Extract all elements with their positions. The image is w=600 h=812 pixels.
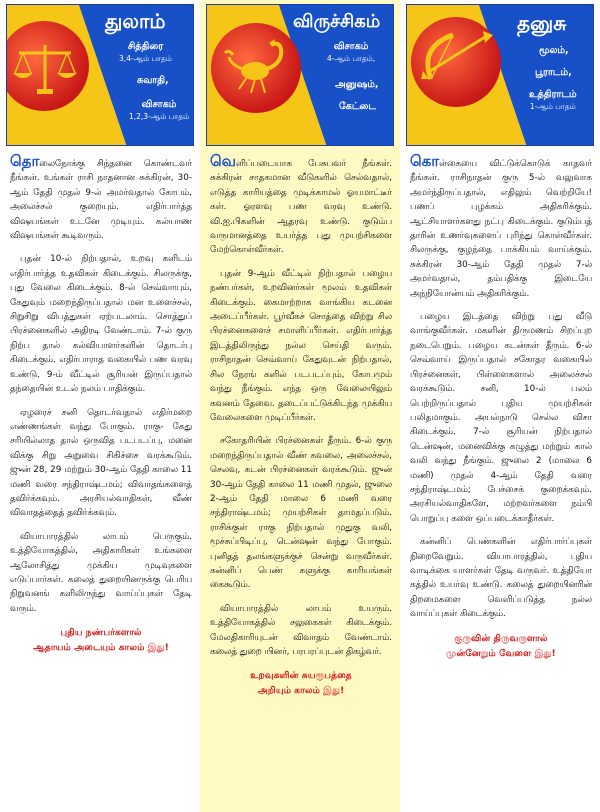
- sign-header: [406, 4, 594, 146]
- paragraph: வியாபாரத்தில் லாபம் பெருகும். உத்தியோகத்தில், அதிகாரிகள் உங்களை ஆலோசித்து முக்கிய முடிவுகளை எடுப்பார்கள். கலைத் துறையினருக்கு பெரிய நிறுவனங் களிலிருந்து வாய்ப்புகள் தேடி வரும்.: [10, 531, 192, 614]
- drop-cap: வெ: [210, 152, 237, 170]
- star-2: சுவாதி,: [137, 75, 169, 86]
- closing-line: குருவின் திருவருளால் முன்னேறும் வேளை இது!: [446, 632, 556, 659]
- star-1: விசாகம் 4-ஆம் பாதம்,: [327, 41, 376, 63]
- star-3: கேட்டை: [339, 101, 376, 112]
- star-2: பூராடம்,: [535, 67, 572, 78]
- paragraph: புதன் 10-ல் நிற்பதால், உறவு களிடம் எதிர்பார்த்த உதவிகள் கிடைக்கும். சிலருக்கு, புது வேலை கிடைக்கும். 8-ல் செவ்வாயும், கேதுவும் மறைந்திருப்பதால் மன உளைச்சல், சிறுசிறு விபத்துகள் ஏற்படலாம். சொத்துப் பிரச்னைகளில் அதிரடி வேண்டாம். 7-ல் குரு நிற்ப தால் கல்வியாளர்களின் தொடர்பு கிடைக்கும். எதிர்பாராத வகையில் பண வரவு உண்டு. 9-ம் வீட்டில் சூரியன் இருப்பதால் தந்தையின் உடல் நலம் பாதிக்கும்.: [10, 254, 192, 395]
- sign-title: தனுசு: [517, 11, 567, 35]
- column-viruchigam: [200, 0, 400, 812]
- sign-title: விருச்சிகம்: [293, 11, 381, 32]
- article-body: [204, 154, 396, 698]
- star-1: மூலம்,: [539, 45, 569, 56]
- paragraph: கன்னிப் பெண்களின் எதிர்பார்ப்புகள் நிறைவேறும். வியாபாரத்தில், புதிய வாடிக்கை யாளர்கள் தேடி வருவர். உத்தியோ கத்தில் உயர்வு உண்டு. கலைத் துறையினரின் திறமைகளை வெளிப்படுத்த நல்ல வாய்ப்புகள் கிடைக்கும்.: [410, 537, 592, 620]
- column-thulam: [0, 0, 200, 812]
- article-body: [4, 154, 196, 655]
- article-body: [404, 154, 596, 661]
- paragraph: வெளிப்படையாக பேசுபவர் நீங்கள். சுக்கிரன் சாதகமான வீடுகளில் செல்வதால், எடுத்த காரியத்தை முடிக்காமல் ஓயமாட்டீர் கள். ஓரளவு பண வரவு உண்டு. வி.ஐ.பிகளின் ஆதரவு உண்டு. குடும்ப வருமானத்தை உயர்த்த புது முயற்சிகளை மேற்கொள்வீர்கள்.: [210, 152, 392, 256]
- paragraph: தொலைநோக்கு சிந்தனை கொண்டவர் நீங்கள். உங்கள் ராசி நாதனான சுக்கிரன், 30-ஆம் தேதி முதல் 9-ல் அமர்வதால் கோபம், அலைச்சல் குறையும். எதிர்பார்த்த விஷயங்கள் உடனே முடியும். கல்யாண விஷயங்கள் கூடிவரும்.: [10, 152, 192, 242]
- archer-bow-icon: [417, 27, 497, 93]
- star-1: சித்திரை 3,4-ஆம் பாதம்: [119, 41, 172, 63]
- paragraph: ஏழரைச் சனி தொடர்வதால் எதிர்மறை எண்ணங்கள் வந்து போகும். ராகு- கேது சரியில்லாத தால் ஒருவித படபடப்பு, மனை விக்கு சிறு அறுவை சிகிச்சை வரக்கூடும். ஜுன் 28, 29 மற்றும் 30-ஆம் தேதி காலை 11 மணி வரை சந்திராஷ்டமம்; விவாதங்களைத் தவிர்க்கவும். அரசியல்வாதிகள், வீண் விவாதத்தைத் தவிர்க்கவும்.: [10, 407, 192, 519]
- paragraph: சகோதரியின் பிரச்னைகள் தீரும். 6-ல் குரு மறைந்திருப்பதால் வீண் கவலை, அலைச்சல், செலவு, கடன் பிரச்னைகள் வரக்கூடும். ஜுன் 30-ஆம் தேதி காலை 11 மணி முதல், ஜுலை 2-ஆம் தேதி மாலை 6 மணி வரை சந்திராஷ்டமம்; முயற்சிகள் தாமதப்படும். ராசிக்குள் ராகு நிற்பதால் முதுகு வலி, மூச்சுப்பிடிப்பு, டென்ஷன் வந்து போகும். புனிதத் தலங்களுக்குச் சென்று வருவீர்கள். கன்னிப் பெண் களுக்கு காரியங்கள் கைகூடும்.: [210, 436, 392, 591]
- sign-title: துலாம்: [105, 9, 166, 33]
- star-3: உத்திராடம் 1-ஆம் பாதம்: [529, 89, 577, 111]
- libra-scales-icon: [11, 39, 79, 99]
- paragraph: புதன் 9-ஆம் வீட்டில் நிற்பதால் பழைய நண்பர்கள், உறவினர்கள் மூலம் உதவிகள் கிடைக்கும். கைமாற்றாக வாங்கிய கடனை அடைப்பீர்கள். பூர்வீகச் சொத்தை விற்று சில பிரச்னைகளைச் சமாளிப்பீர்கள். எதிர்பார்த்த இடத்திலிருந்து நல்ல செய்தி வரும். ராசிநாதன் செவ்வாய் கேதுவுடன் நிற்பதால், சில நேரங் களில் படபடப்பும், கோபமும் வந்து நீங்கும். எந்த ஒரு வேலையிலும் கவனம் தேவை. தடைப்பட்டுக்கிடந்த முக்கிய வேலைகளை முடிப்பீர்கள்.: [210, 268, 392, 423]
- drop-cap: கொ: [410, 152, 440, 170]
- drop-cap: தொ: [10, 152, 40, 170]
- paragraph: கொள்கையை விட்டுக்கொடுக் காதவர் நீங்கள். ராசிநாதன் குரு 5-ல் வலுவாக அமர்ந்திருப்பதால், எதிலும் வெற்றியே! பணப் புழக்கம் அதிகரிக்கும். ஆட்சியாளர்களது நட்பு கிடைக்கும். குடும்பத் தாரின் உணர்வுகளைப் புரிந்து கொள்வீர்கள். சிலருக்கு, குழந்தை பாக்கியம் வாய்க்கும். சுக்கிரன் 30-ஆம் தேதி முதல் 7-ல் அமர்வதால், தம்பதிக்கு இடையே அந்நியோன்யம் அதிகரிக்கும்.: [410, 152, 592, 299]
- sign-header: [206, 4, 394, 146]
- closing-line: உறவுகளின் சுயரூபத்தை அறியும் காலம் இது!: [250, 670, 352, 697]
- closing-line: புதிய நண்பர்களால் ஆதாயம் அடையும் காலம் இது!: [33, 627, 169, 654]
- scorpion-icon: [221, 35, 291, 101]
- column-dhanusu: [400, 0, 600, 812]
- sign-header: [6, 4, 194, 146]
- paragraph: வியாபாரத்தில் லாபம் உயரும். உத்தியோகத்தில் சலுகைகள் கிடைக்கும். மேலதிகாரியுடன் விவாதம் வேண்டாம். கலைத் துறை யினர், பரபரப்புடன் திகழ்வர்.: [210, 603, 392, 657]
- star-3: விசாகம் 1,2,3-ஆம் பாதம்: [129, 99, 190, 121]
- star-2: அனுஷம்,: [335, 79, 379, 90]
- paragraph: பழைய இடத்தை விற்று புது வீடு வாங்குவீர்கள். மகளின் திருமணம் சிறப்புற நடைபெறும். பழைய கடன்கள் தீரும். 6-ல் செவ்வாய் இருப்பதால் சகோதர வகையில் பிரச்னைகள், பிள்ளைகளால் அலைச்சல் வரக்கூடும். சனி, 10-ல் பலம் பெற்றிருப்பதால் புதிய முயற்சிகள் பலிதமாகும். அயல்நாடு செல்ல விசா கிடைக்கும். 7-ல் சூரியன் நிற்பதால் டென்ஷன், மனைவிக்கு கழுத்து மற்றும் கால் வலி வந்து நீங்கும். ஜுலை 2 (மாலை 6 மணி) முதல் 4-ஆம் தேதி வரை சந்திராஷ்டமம்; பேச்சைக் குறைக்கவும். அரசியல்வாதிகளே, மற்றவர்களை நம்பி பொறுப்பு களை ஒப்படைக்காதீர்கள்.: [410, 312, 592, 524]
